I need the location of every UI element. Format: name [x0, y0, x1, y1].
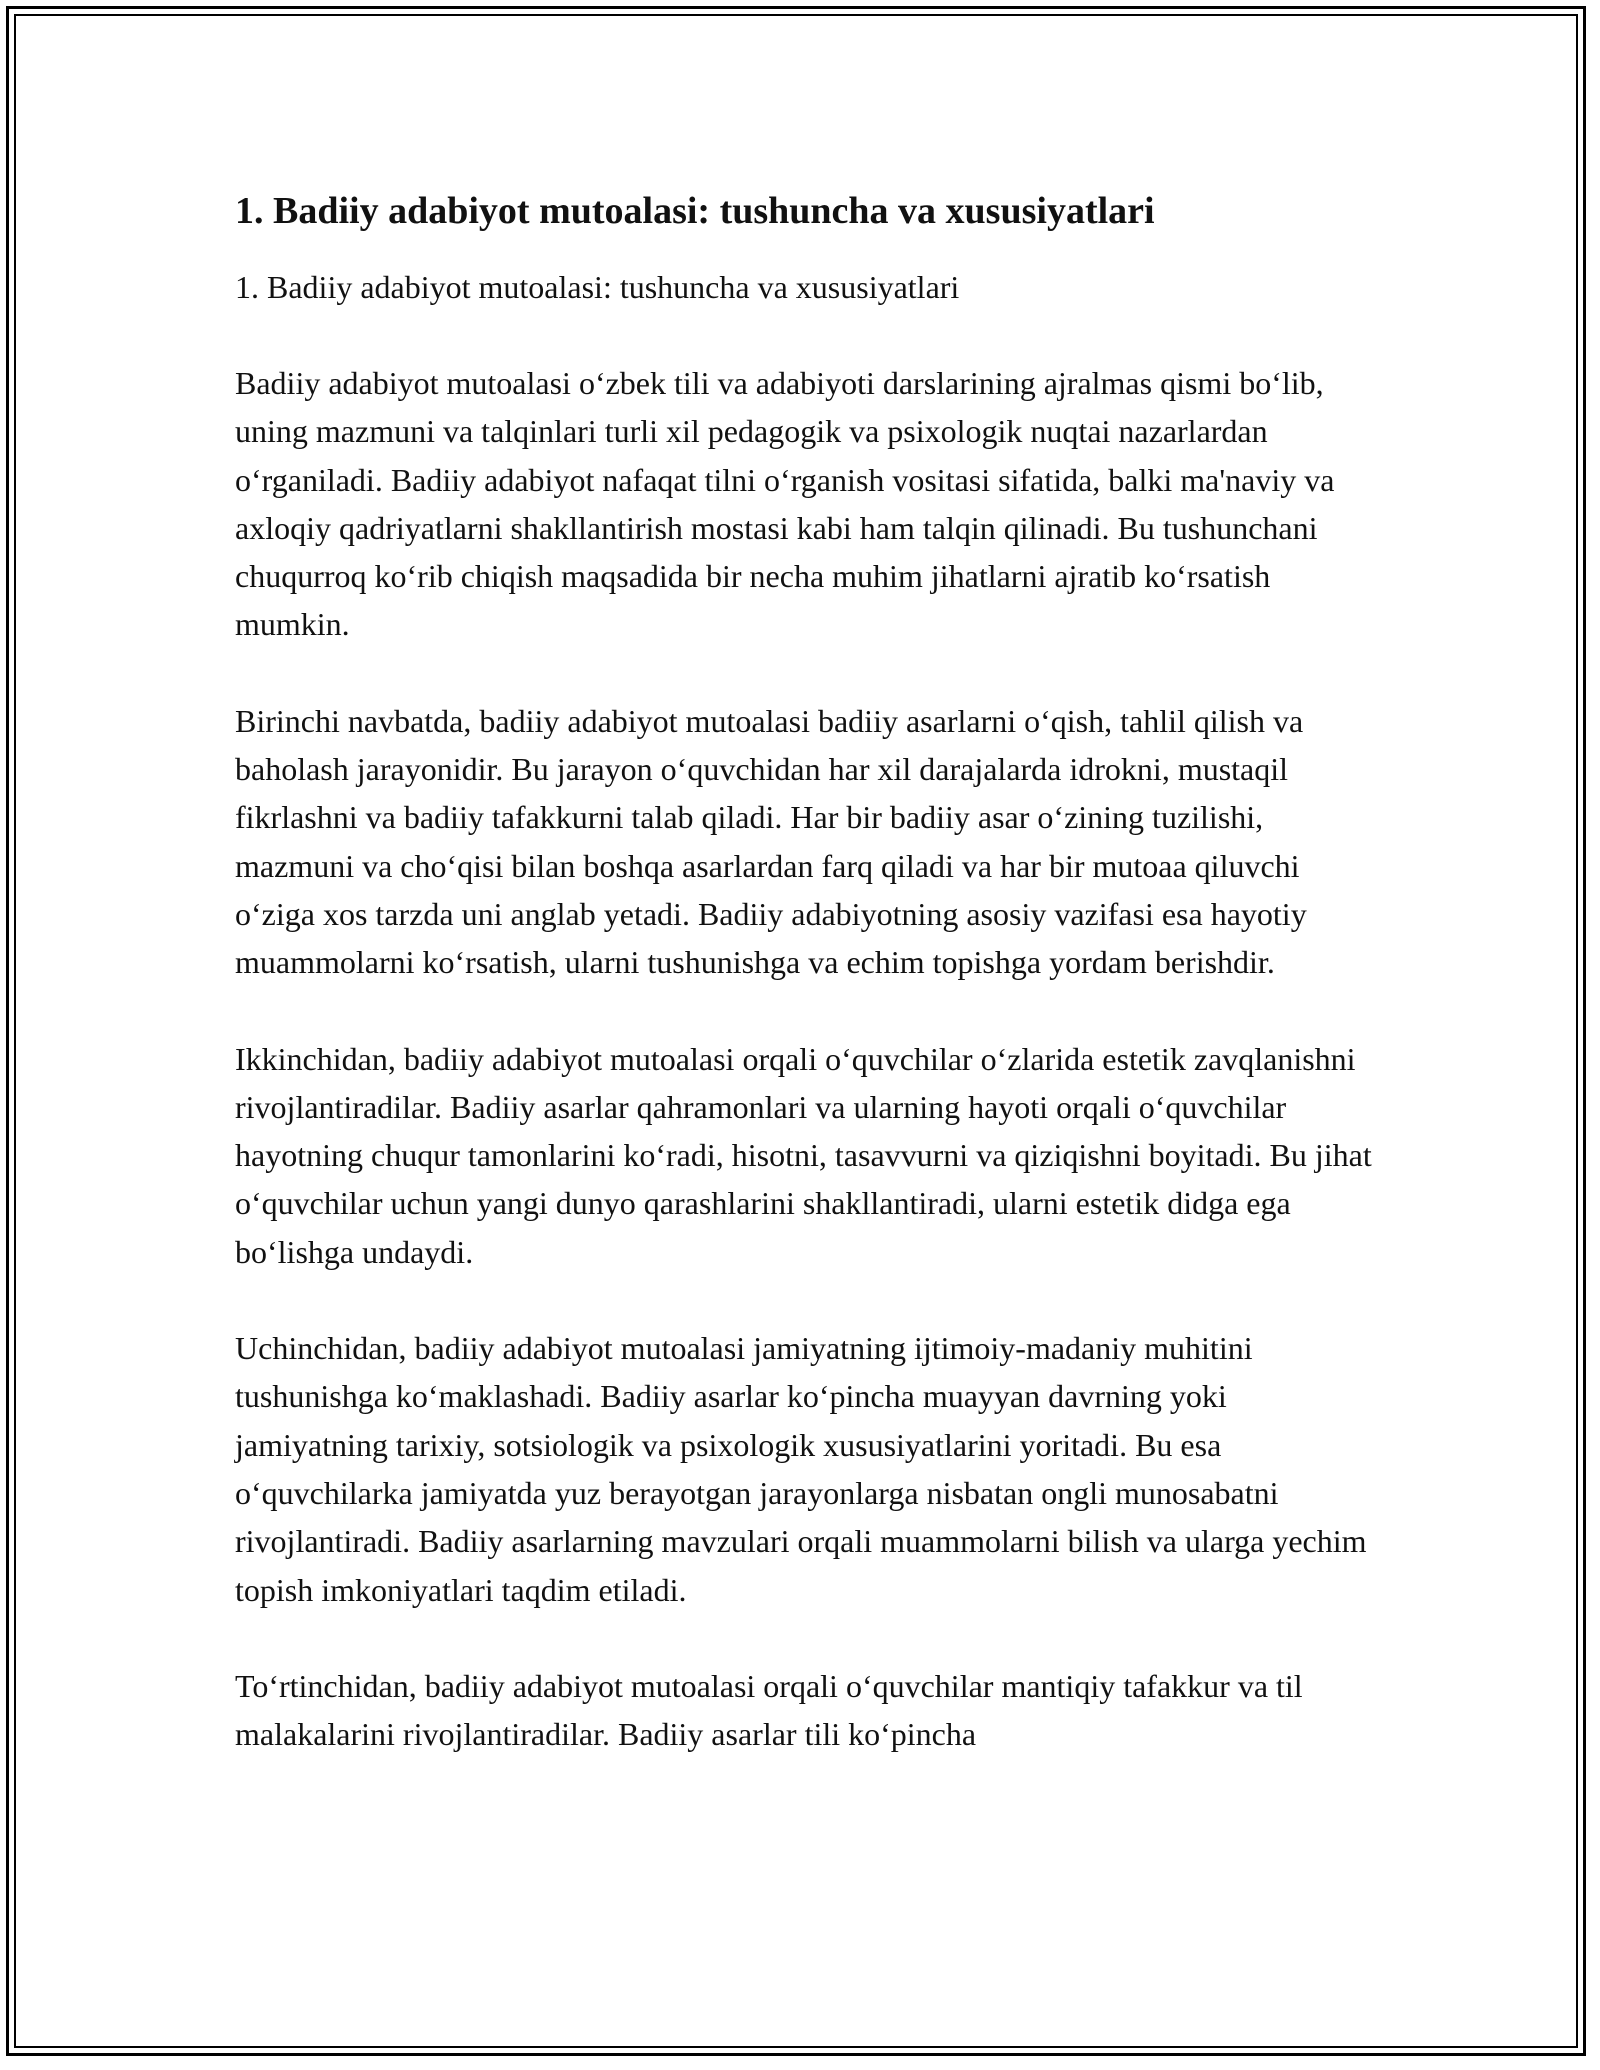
- page-title: 1. Badiiy adabiyot mutoalasi: tushuncha va xususiyatlari: [235, 190, 1155, 232]
- paragraph-third-point: Uchinchidan, badiiy adabiyot mutoalasi jamiyatning ijtimoiy-madaniy muhitini tushunishga ko‘maklashadi. Badiiy asarlar ko‘pincha muayyan davrning yoki jamiyatning tarixiy, sotsiologik va psixologik xususiyatlarini yoritadi. Bu esa o‘quvchilarka jamiyatda yuz berayotgan jarayonlarga nisbatan ongli munosabatni rivojlantiradi. Badiiy asarlarning mavzulari orqali muammolarni bilish va ularga yechim topish imkoniyatlari taqdim etiladi.: [235, 1330, 1367, 1608]
- document-body: [235, 185, 1375, 1806]
- section-subtitle: 1. Badiiy adabiyot mutoalasi: tushuncha va xususiyatlari: [235, 269, 960, 305]
- paragraph-intro: Badiiy adabiyot mutoalasi o‘zbek tili va adabiyoti darslarining ajralmas qismi bo‘lib, uning mazmuni va talqinlari turli xil pedagogik va psixologik nuqtai nazarlardan o‘rganiladi. Badiiy adabiyot nafaqat tilni o‘rganish vositasi sifatida, balki ma'naviy va axloqiy qadriyatlarni shakllantirish mostasi kabi ham talqin qilinadi. Bu tushunchani chuqurroq ko‘rib chiqish maqsadida bir necha muhim jihatlarni ajratib ko‘rsatish mumkin.: [235, 365, 1335, 643]
- paragraph-fourth-point: To‘rtinchidan, badiiy adabiyot mutoalasi orqali o‘quvchilar mantiqiy tafakkur va til malakalarini rivojlantiradilar. Badiiy asarlar tili ko‘pincha: [235, 1667, 1303, 1753]
- paragraph-second-point: Ikkinchidan, badiiy adabiyot mutoalasi orqali o‘quvchilar o‘zlarida estetik zavqlanishni rivojlantiradilar. Badiiy asarlar qahramonlari va ularning hayoti orqali o‘quvchilar hayotning chuqur tamonlarini ko‘radi, hisotni, tasavvurni va qiziqishni boyitadi. Bu jihat o‘quvchilar uchun yangi dunyo qarashlarini shakllantiradi, ularni estetik didga ega bo‘lishga undaydi.: [235, 1040, 1372, 1270]
- paragraph-first-point: Birinchi navbatda, badiiy adabiyot mutoalasi badiiy asarlarni o‘qish, tahlil qilish va baholash jarayonidir. Bu jarayon o‘quvchidan har xil darajalarda idrokni, mustaqil fikrlashni va badiiy tafakkurni talab qiladi. Har bir badiiy asar o‘zining tuzilishi, mazmuni va cho‘qisi bilan boshqa asarlardan farq qiladi va har bir mutoaa qiluvchi o‘ziga xos tarzda uni anglab yetadi. Badiiy adabiyotning asosiy vazifasi esa hayotiy muammolarni ko‘rsatish, ularni tushunishga va echim topishga yordam berishdir.: [235, 702, 1307, 981]
